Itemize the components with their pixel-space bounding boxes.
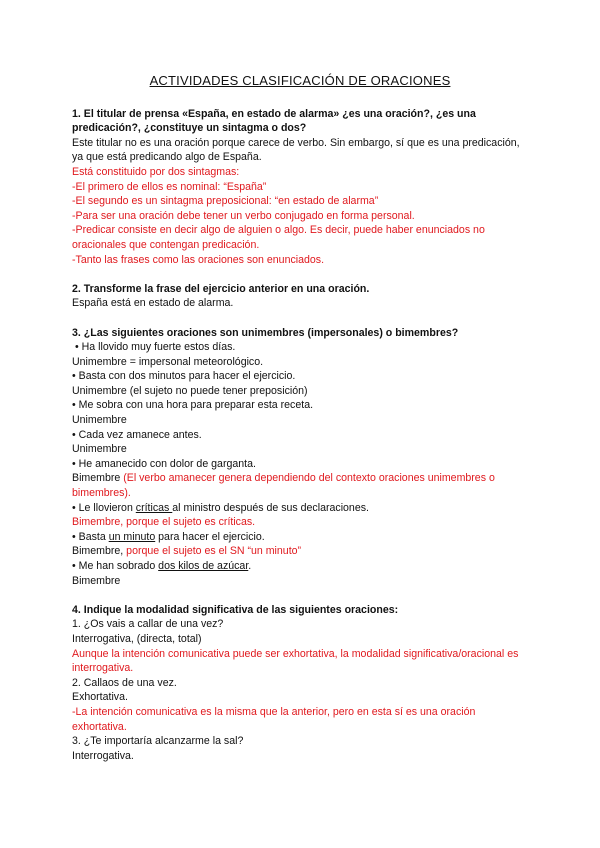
- item-note: Aunque la intención comunicativa puede ser exhortativa, la modalidad significativa/oracional es interrogativa.: [72, 647, 519, 675]
- item-answer: Interrogativa.: [72, 749, 134, 762]
- note-1-4: -Predicar consiste en decir algo de alguien o algo. Es decir, puede haber enunciados no oracionales que contengan predicación.: [72, 224, 485, 251]
- item-text: • Me han sobrado: [72, 560, 159, 572]
- list-item: [72, 501, 532, 516]
- list-item: • Basta con dos minutos para hacer el ejercicio.: [72, 370, 296, 383]
- section-1: [72, 107, 532, 268]
- list-item: • He amanecido con dolor de garganta.: [72, 457, 256, 470]
- note-1-2: -El segundo es un sintagma preposicional: “en estado de alarma”: [72, 195, 379, 208]
- underlined-subject: dos kilos de azúcar: [158, 560, 249, 572]
- item-answer: Bimembre, porque el sujeto es críticas.: [72, 516, 256, 529]
- list-item: [72, 530, 532, 545]
- list-item: • Me sobra con una hora para preparar esta receta.: [72, 399, 314, 412]
- list-item: 3. ¿Te importaría alcanzarme la sal?: [72, 735, 244, 748]
- item-answer: Bimembre: [72, 574, 121, 587]
- list-item: 2. Callaos de una vez.: [72, 676, 177, 689]
- item-text: • Basta: [72, 530, 109, 543]
- item-text: • Le llovieron: [72, 501, 136, 514]
- item-answer: Exhortativa.: [72, 691, 128, 704]
- list-item: 1. ¿Os vais a callar de una vez?: [72, 618, 224, 631]
- note-1-3: -Para ser una oración debe tener un verbo conjugado en forma personal.: [72, 209, 415, 222]
- list-item: • Cada vez amanece antes.: [72, 428, 202, 441]
- question-3: 3. ¿Las siguientes oraciones son unimembres (impersonales) o bimembres?: [72, 326, 459, 339]
- item-answer-label: Bimembre: [72, 472, 121, 485]
- item-answer: Unimembre: [72, 443, 127, 456]
- item-answer: Unimembre (el sujeto no puede tener preposición): [72, 384, 308, 397]
- section-2: [72, 282, 532, 311]
- item-answer: Interrogativa, (directa, total): [72, 632, 202, 645]
- underlined-subject: un minuto: [108, 530, 156, 543]
- underlined-subject: críticas: [135, 501, 173, 514]
- list-item: • Ha llovido muy fuerte estos días.: [75, 341, 236, 354]
- item-answer: [72, 544, 532, 559]
- item-text: .: [248, 560, 252, 572]
- item-note: -La intención comunicativa es la misma que la anterior, pero en esta sí es una oración exhortativa.: [72, 705, 476, 733]
- note-1-5: -Tanto las frases como las oraciones son enunciados.: [72, 253, 325, 266]
- document-title: ACTIVIDADES CLASIFICACIÓN DE ORACIONES: [149, 73, 451, 88]
- answer-1: Este titular no es una oración porque carece de verbo. Sin embargo, sí que es una predicación, ya que está predicando algo de España.: [72, 136, 520, 164]
- item-answer-note: (El verbo amanecer genera dependiendo del contexto oraciones unimembres o bimembres).: [72, 472, 495, 500]
- question-1: 1. El titular de prensa «España, en estado de alarma» ¿es una oración?, ¿es una predicación?, ¿constituye un sintagma o dos?: [72, 107, 476, 135]
- question-2: 2. Transforme la frase del ejercicio anterior en una oración.: [72, 282, 370, 295]
- item-text: al ministro después de sus declaraciones.: [172, 501, 369, 514]
- item-answer-note: porque el sujeto es el SN “un minuto”: [126, 545, 302, 558]
- section-4: [72, 603, 532, 764]
- item-answer: [72, 471, 532, 500]
- list-item: [72, 559, 532, 574]
- item-answer-label: Bimembre,: [72, 545, 127, 558]
- note-1-0: Está constituido por dos sintagmas:: [72, 165, 240, 178]
- item-answer: Unimembre: [72, 414, 127, 427]
- item-text: para hacer el ejercicio.: [155, 530, 265, 543]
- document-page: [72, 74, 532, 763]
- question-4: 4. Indique la modalidad significativa de las siguientes oraciones:: [72, 603, 399, 616]
- section-3: [72, 326, 532, 589]
- item-answer: Unimembre = impersonal meteorológico.: [72, 355, 264, 368]
- note-1-1: -El primero de ellos es nominal: “España”: [72, 180, 267, 193]
- answer-2: España está en estado de alarma.: [72, 297, 234, 310]
